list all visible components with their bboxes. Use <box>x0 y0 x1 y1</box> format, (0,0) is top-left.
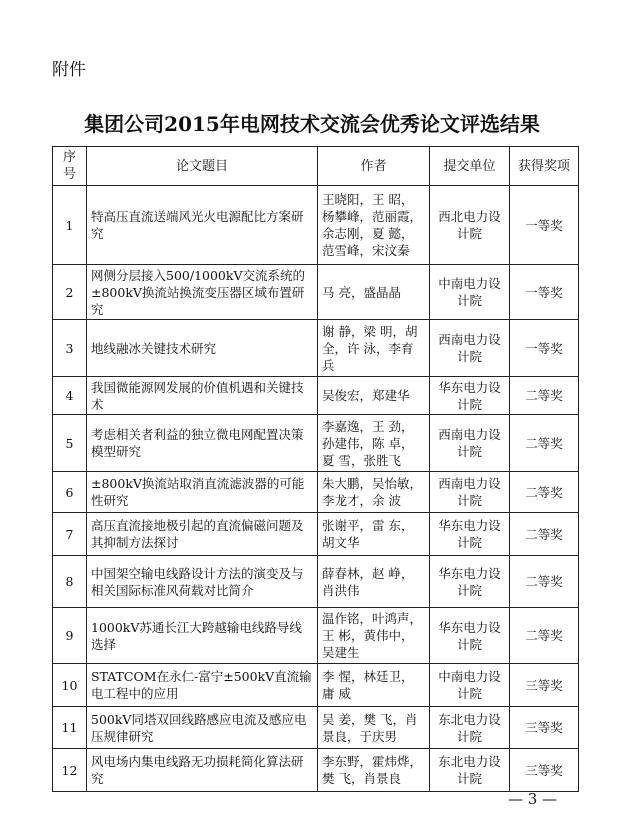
row-no: 6 <box>53 472 87 513</box>
header-title: 论文题目 <box>87 147 318 186</box>
row-no: 7 <box>53 513 87 556</box>
table-row <box>53 415 579 472</box>
table-row <box>53 186 579 265</box>
row-no: 10 <box>53 664 87 707</box>
row-title: 风电场内集电线路无功损耗简化算法研究 <box>87 749 318 792</box>
row-authors: 吴俊宏，郑建华 <box>318 377 430 415</box>
row-authors: 薛春林，赵 峥，肖洪伟 <box>318 556 430 608</box>
table-row <box>53 265 579 320</box>
header-no: 序号 <box>53 147 87 186</box>
row-authors: 马 亮，盛晶晶 <box>318 265 430 320</box>
row-unit: 华东电力设计院 <box>430 513 510 556</box>
table-row <box>53 608 579 664</box>
row-award: 一等奖 <box>510 320 579 377</box>
page-number: — 3 — <box>508 790 558 808</box>
row-award: 二等奖 <box>510 608 579 664</box>
row-no: 1 <box>53 186 87 265</box>
row-authors: 谢 静，梁 明，胡 全，许 泳，李育兵 <box>318 320 430 377</box>
row-authors: 温作铭，叶鸿声，王 彬，黄伟中，吴建生 <box>318 608 430 664</box>
header-authors: 作者 <box>318 147 430 186</box>
row-title: 特高压直流送端风光火电源配比方案研究 <box>87 186 318 265</box>
row-title: 网侧分层接入500/1000kV交流系统的±800kV换流站换流变压器区域布置研究 <box>87 265 318 320</box>
header-award: 获得奖项 <box>510 147 579 186</box>
table-row <box>53 664 579 707</box>
row-authors: 朱大鹏，吴怡敏，李龙才，余 波 <box>318 472 430 513</box>
table-row <box>53 472 579 513</box>
row-title: 中国架空输电线路设计方法的演变及与相关国际标准风荷载对比简介 <box>87 556 318 608</box>
row-title: 高压直流接地极引起的直流偏磁问题及其抑制方法探讨 <box>87 513 318 556</box>
row-unit: 西南电力设计院 <box>430 320 510 377</box>
row-authors: 张谢平，雷 东，胡文华 <box>318 513 430 556</box>
row-title: STATCOM在永仁-富宁±500kV直流输电工程中的应用 <box>87 664 318 707</box>
row-authors: 王晓阳，王 昭，杨攀峰，范丽霞，余志刚，夏 懿，范雪峰，宋汶秦 <box>318 186 430 265</box>
row-title: 1000kV苏通长江大跨越输电线路导线选择 <box>87 608 318 664</box>
row-award: 二等奖 <box>510 513 579 556</box>
row-unit: 东北电力设计院 <box>430 749 510 792</box>
row-no: 2 <box>53 265 87 320</box>
header-unit: 提交单位 <box>430 147 510 186</box>
row-authors: 吴 姜，樊 飞，肖景良，于庆男 <box>318 707 430 749</box>
row-no: 8 <box>53 556 87 608</box>
row-no: 12 <box>53 749 87 792</box>
row-title: 500kV同塔双回线路感应电流及感应电压规律研究 <box>87 707 318 749</box>
row-authors: 李东野，霍炜烨，樊 飞，肖景良 <box>318 749 430 792</box>
results-table <box>52 146 579 792</box>
row-unit: 中南电力设计院 <box>430 265 510 320</box>
row-award: 三等奖 <box>510 749 579 792</box>
row-award: 二等奖 <box>510 377 579 415</box>
row-award: 二等奖 <box>510 415 579 472</box>
row-no: 9 <box>53 608 87 664</box>
row-unit: 中南电力设计院 <box>430 664 510 707</box>
row-award: 三等奖 <box>510 664 579 707</box>
row-no: 4 <box>53 377 87 415</box>
table-row <box>53 749 579 792</box>
row-unit: 华东电力设计院 <box>430 608 510 664</box>
row-authors: 李 惺，林廷卫，庸 威 <box>318 664 430 707</box>
table-header-row <box>53 147 579 186</box>
row-title: ±800kV换流站取消直流滤波器的可能性研究 <box>87 472 318 513</box>
row-award: 一等奖 <box>510 186 579 265</box>
table-row <box>53 556 579 608</box>
row-unit: 华东电力设计院 <box>430 377 510 415</box>
row-unit: 华东电力设计院 <box>430 556 510 608</box>
row-authors: 李嘉逸，王 劲，孙建伟，陈 卓，夏 雪，张胜飞 <box>318 415 430 472</box>
row-title: 地线融冰关键技术研究 <box>87 320 318 377</box>
row-award: 一等奖 <box>510 265 579 320</box>
table-row <box>53 377 579 415</box>
row-no: 3 <box>53 320 87 377</box>
table-row <box>53 513 579 556</box>
row-award: 二等奖 <box>510 472 579 513</box>
row-no: 11 <box>53 707 87 749</box>
row-title: 考虑相关者利益的独立微电网配置决策模型研究 <box>87 415 318 472</box>
row-no: 5 <box>53 415 87 472</box>
row-unit: 西南电力设计院 <box>430 415 510 472</box>
row-unit: 西南电力设计院 <box>430 472 510 513</box>
row-award: 三等奖 <box>510 707 579 749</box>
table-row <box>53 320 579 377</box>
table-row <box>53 707 579 749</box>
page-title: 集团公司2015年电网技术交流会优秀论文评选结果 <box>84 112 540 136</box>
attachment-label: 附件 <box>52 60 86 80</box>
row-unit: 西北电力设计院 <box>430 186 510 265</box>
row-title: 我国微能源网发展的价值机遇和关键技术 <box>87 377 318 415</box>
row-award: 二等奖 <box>510 556 579 608</box>
row-unit: 东北电力设计院 <box>430 707 510 749</box>
